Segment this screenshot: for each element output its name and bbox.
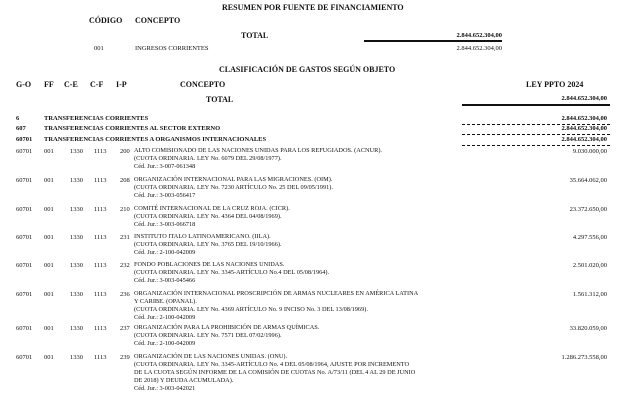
row-desc-line: Céd. Jur.: 3-007-061348 bbox=[134, 163, 196, 170]
group-code: 607 bbox=[16, 125, 26, 132]
group-code: 6 bbox=[16, 115, 20, 122]
header-go: G-O bbox=[16, 80, 32, 89]
header-ip: I-P bbox=[116, 80, 127, 89]
row-ip: 236 bbox=[120, 291, 130, 298]
row-desc-line: (CUOTA ORDINARIA. LEY No. 4364 DEL 04/08/1969). bbox=[134, 213, 282, 220]
resumen-total-rule bbox=[364, 40, 502, 42]
row-desc-line: (CUOTA ORDINARIA. LEY No. 3345-ARTÍCULO No. 4 DEL 05/08/1964, AJUSTE POR INCREMENTO bbox=[134, 361, 410, 368]
row-ce: 1330 bbox=[70, 206, 83, 213]
row-ce: 1330 bbox=[70, 177, 83, 184]
row-ff: 001 bbox=[44, 325, 54, 332]
row-value: 1.286.273.558,00 bbox=[561, 354, 607, 361]
row-ip: 232 bbox=[120, 262, 130, 269]
row-value: 23.372.650,00 bbox=[569, 206, 607, 213]
row-ff: 001 bbox=[44, 291, 54, 298]
row-desc-line: Céd. Jur.: 2-100-042009 bbox=[134, 249, 196, 256]
row-desc-line: Céd. Jur.: 3-003-045466 bbox=[134, 277, 196, 284]
row-desc-line: COMITÉ INTERNACIONAL DE LA CRUZ ROJA. (CICR). bbox=[134, 205, 290, 212]
resumen-row-codigo: 001 bbox=[94, 45, 104, 52]
group-rule bbox=[462, 134, 610, 135]
row-desc-line: DE 2018) Y DEUDA ACUMULADA). bbox=[134, 377, 234, 384]
row-cf: 1113 bbox=[94, 234, 107, 241]
row-desc-line: Céd. Jur.: 3-003-066718 bbox=[134, 221, 196, 228]
row-cf: 1113 bbox=[94, 206, 107, 213]
row-ip: 231 bbox=[120, 234, 130, 241]
header-cf: C-F bbox=[90, 80, 104, 89]
row-desc-line: ORGANIZACIÓN INTERNACIONAL PROSCRIPCIÓN DE ARMAS NUCLEARES EN AMÉRICA LATINA bbox=[134, 290, 419, 297]
row-value: 2.501.020,00 bbox=[572, 262, 607, 269]
resumen-row-concepto: INGRESOS CORRIENTES bbox=[135, 45, 209, 52]
clasificacion-total-value: 2.844.652.304,00 bbox=[561, 95, 607, 102]
row-go: 60701 bbox=[16, 291, 33, 298]
row-ce: 1330 bbox=[70, 234, 83, 241]
row-cf: 1113 bbox=[94, 291, 107, 298]
group-label: TRANSFERENCIAS CORRIENTES bbox=[44, 115, 149, 122]
row-ip: 200 bbox=[120, 148, 130, 155]
row-ff: 001 bbox=[44, 234, 54, 241]
row-cf: 1113 bbox=[94, 262, 107, 269]
row-value: 9.030.000,00 bbox=[572, 148, 607, 155]
row-cf: 1113 bbox=[94, 148, 107, 155]
row-value: 1.561.312,00 bbox=[572, 291, 607, 298]
row-ff: 001 bbox=[44, 206, 54, 213]
row-ce: 1330 bbox=[70, 262, 83, 269]
col-codigo-header: CÓDIGO bbox=[89, 16, 123, 25]
row-ce: 1330 bbox=[70, 354, 83, 361]
row-desc-line: Céd. Jur.: 2-100-042009 bbox=[134, 340, 196, 347]
row-desc-line: Céd. Jur.: 2-100-042009 bbox=[134, 314, 196, 321]
resumen-total-label: TOTAL bbox=[241, 31, 269, 40]
group-label: TRANSFERENCIAS CORRIENTES A ORGANISMOS INTERNACIONALES bbox=[44, 136, 267, 143]
row-ip: 239 bbox=[120, 354, 130, 361]
row-ip: 210 bbox=[120, 206, 130, 213]
row-desc-line: (CUOTA ORDINARIA. LEY No. 6079 DEL 29/08/1977). bbox=[134, 155, 282, 162]
row-value: 33.820.059,00 bbox=[569, 325, 607, 332]
row-go: 60701 bbox=[16, 234, 33, 241]
row-ff: 001 bbox=[44, 262, 54, 269]
row-go: 60701 bbox=[16, 262, 33, 269]
header-concepto: CONCEPTO bbox=[180, 80, 226, 89]
row-go: 60701 bbox=[16, 325, 33, 332]
group-code: 60701 bbox=[16, 136, 33, 143]
header-ley-ppto: LEY PPTO 2024 bbox=[526, 80, 584, 89]
group-rule bbox=[462, 145, 610, 146]
row-desc-line: ALTO COMISIONADO DE LAS NACIONES UNIDAS PARA LOS REFUGIADOS. (ACNUR). bbox=[134, 147, 382, 154]
row-desc-line: Céd. Jur.: 3-003-042021 bbox=[134, 385, 196, 392]
row-desc-line: FONDO POBLACIONES DE LAS NACIONES UNIDAS. bbox=[134, 261, 285, 268]
clasificacion-total-label: TOTAL bbox=[206, 95, 234, 104]
row-cf: 1113 bbox=[94, 325, 107, 332]
row-desc-line: ORGANIZACIÓN PARA LA PROHIBICIÓN DE ARMAS QUÍMICAS. bbox=[134, 324, 320, 331]
row-desc-line: DE LA CUOTA SEGÚN INFORME DE LA COMISIÓN DE CUOTAS No. A/73/11 (DEL 4 AL 29 DE JUNIO bbox=[134, 369, 416, 376]
row-cf: 1113 bbox=[94, 354, 107, 361]
row-go: 60701 bbox=[16, 206, 33, 213]
group-value: 2.844.652.304,00 bbox=[561, 136, 607, 143]
row-desc-line: INSTITUTO ITALO LATINOAMERICANO. (IILA). bbox=[134, 233, 271, 240]
row-desc-line: (CUOTA ORDINARIA. LEY No. 4369 ARTÍCULO No. 9 INCISO No. 3 DEL 13/08/1969). bbox=[134, 306, 368, 313]
row-desc-line: Céd. Jur.: 3-003-056417 bbox=[134, 192, 196, 199]
header-ff: FF bbox=[44, 80, 54, 89]
clasificacion-total-rule bbox=[462, 104, 610, 106]
resumen-row-value: 2.844.652.304,00 bbox=[456, 45, 502, 52]
resumen-title: RESUMEN POR FUENTE DE FINANCIAMIENTO bbox=[222, 3, 404, 12]
group-label: TRANSFERENCIAS CORRIENTES AL SECTOR EXTERNO bbox=[44, 125, 221, 132]
row-ce: 1330 bbox=[70, 291, 83, 298]
group-value: 2.844.652.304,00 bbox=[561, 115, 607, 122]
row-desc-line: ORGANIZACIÓN DE LAS NACIONES UNIDAS. (ONU). bbox=[134, 353, 288, 360]
row-cf: 1113 bbox=[94, 177, 107, 184]
row-value: 4.297.556,00 bbox=[572, 234, 607, 241]
row-desc-line: (CUOTA ORDINARIA. LEY No. 3765 DEL 19/10/1966). bbox=[134, 241, 282, 248]
row-desc-line: (CUOTA ORDINARIA. LEY No. 7230 ARTÍCULO No. 25 DEL 09/05/1991). bbox=[134, 184, 333, 191]
row-ip: 208 bbox=[120, 177, 130, 184]
row-value: 35.664.062,00 bbox=[569, 177, 607, 184]
row-ce: 1330 bbox=[70, 148, 83, 155]
row-desc-line: (CUOTA ORDINARIA. LEY No. 7571 DEL 07/02/1996). bbox=[134, 332, 282, 339]
row-ff: 001 bbox=[44, 354, 54, 361]
row-go: 60701 bbox=[16, 148, 33, 155]
row-ip: 237 bbox=[120, 325, 130, 332]
row-ff: 001 bbox=[44, 148, 54, 155]
row-go: 60701 bbox=[16, 354, 33, 361]
row-desc-line: (CUOTA ORDINARIA. LEY No. 3345-ARTÍCULO No.4 DEL 05/08/1964). bbox=[134, 269, 330, 276]
col-concepto-header: CONCEPTO bbox=[135, 16, 181, 25]
row-ce: 1330 bbox=[70, 325, 83, 332]
row-ff: 001 bbox=[44, 177, 54, 184]
row-desc-line: ORGANIZACIÓN INTERNACIONAL PARA LAS MIGRACIONES. (OIM). bbox=[134, 176, 333, 183]
clasificacion-title: CLASIFICACIÓN DE GASTOS SEGÚN OBJETO bbox=[219, 65, 396, 74]
row-go: 60701 bbox=[16, 177, 33, 184]
resumen-total-value: 2.844.652.304,00 bbox=[456, 32, 502, 39]
header-ce: C-E bbox=[64, 80, 78, 89]
row-desc-line: Y CARIBE. (OPANAL). bbox=[134, 298, 197, 305]
group-value: 2.844.652.304,00 bbox=[561, 125, 607, 132]
